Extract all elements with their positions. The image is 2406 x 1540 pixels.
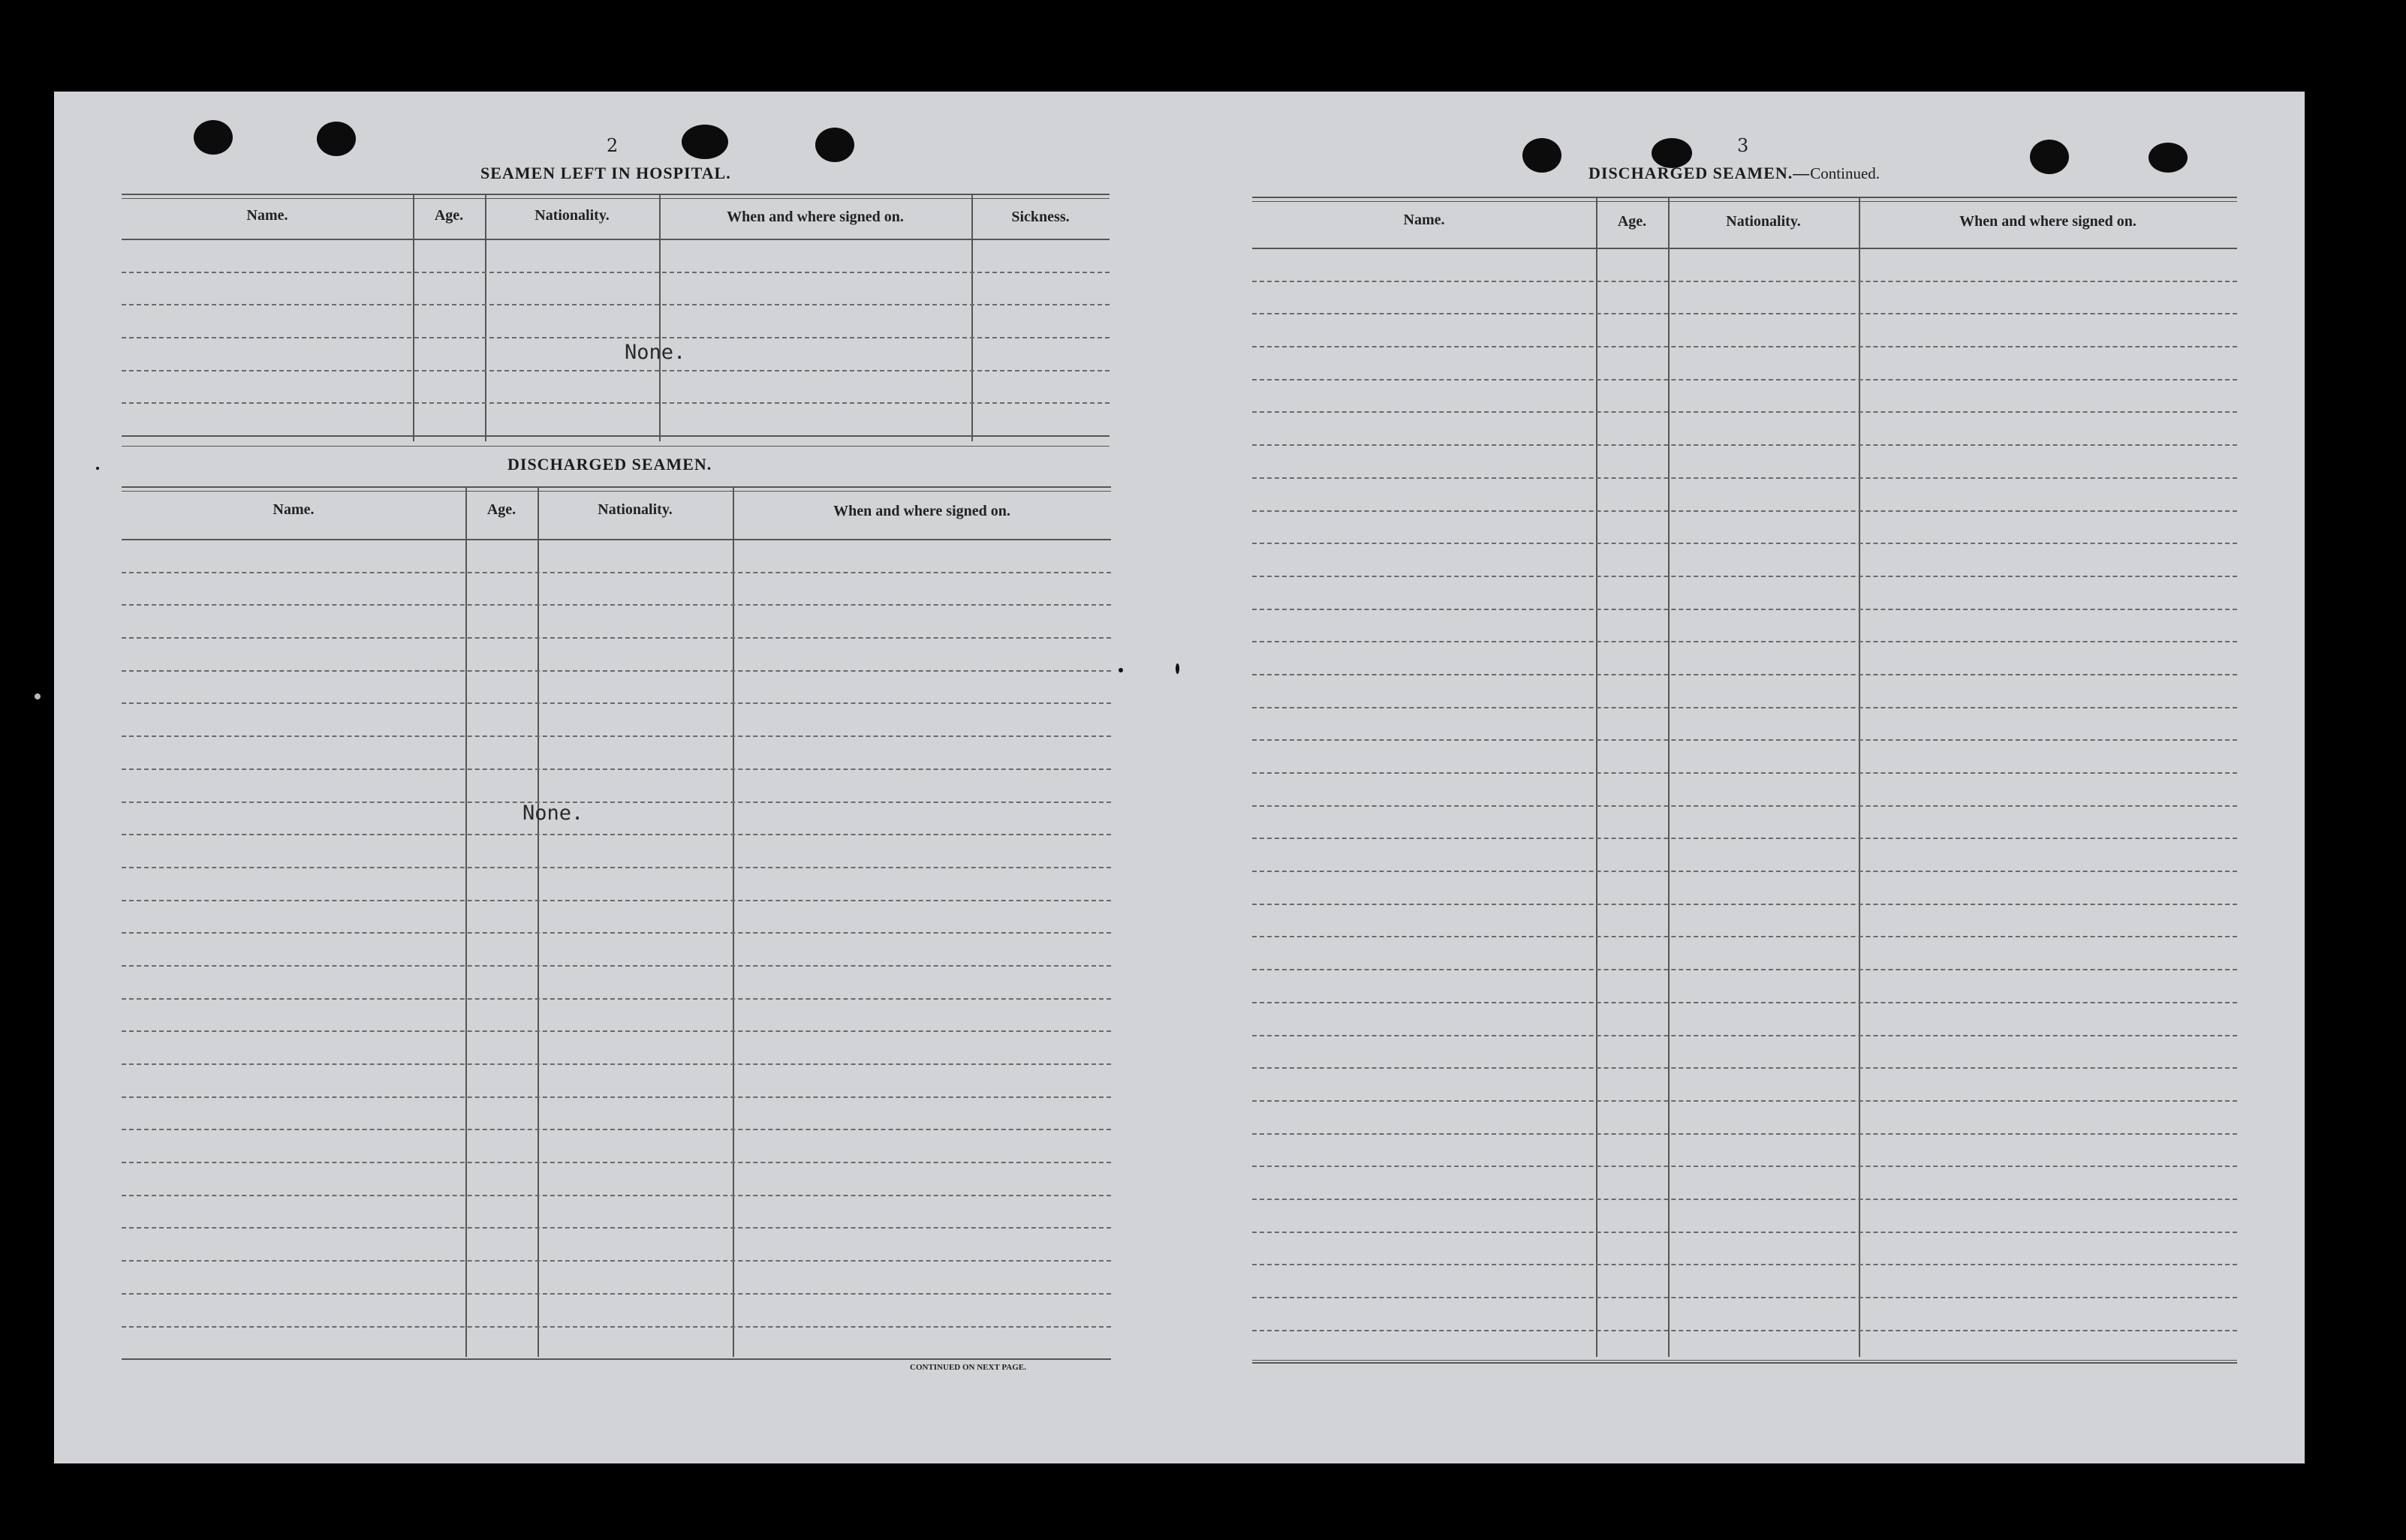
table-row: [122, 901, 1111, 934]
table-row: [1252, 1200, 2237, 1233]
title-continued: Continued.: [1810, 164, 1881, 182]
column-header-name: Name.: [246, 207, 288, 224]
table-row: [1252, 544, 2237, 577]
table-row: [122, 1295, 1111, 1328]
table-row: [1252, 610, 2237, 643]
table-row: [1252, 807, 2237, 840]
table-row: [1252, 479, 2237, 512]
table-row: [1252, 512, 2237, 545]
column-header-age: Age.: [1617, 213, 1647, 230]
ink-speck: [96, 467, 99, 470]
table-row: [1252, 1036, 2237, 1069]
table-row: [1252, 347, 2237, 380]
typed-entry: None.: [522, 802, 584, 825]
column-header-name: Name.: [1403, 212, 1445, 228]
page-number-left: 2: [607, 135, 619, 156]
manifest-sheet: [54, 92, 2305, 1463]
table-row: [1252, 905, 2237, 938]
column-header-age: Age.: [486, 501, 516, 518]
table-row: [122, 1229, 1111, 1262]
table-row: [1252, 937, 2237, 970]
table-row: [1252, 249, 2237, 282]
table-row: [1252, 1233, 2237, 1266]
table-row: [122, 338, 1110, 371]
discharged-table-left: [122, 486, 1111, 1357]
table-row: [1252, 708, 2237, 741]
table-row: [122, 868, 1111, 901]
page-number-right: 3: [1737, 135, 1749, 156]
table-row: [1252, 774, 2237, 807]
table-row: [1252, 1331, 2237, 1364]
table-row: [1252, 741, 2237, 774]
table-row: [122, 1032, 1111, 1065]
table-row: [122, 1130, 1111, 1163]
column-header-signed-on: When and where signed on.: [727, 209, 904, 225]
table-row: [122, 1262, 1111, 1295]
column-header-signed-on: When and where signed on.: [1959, 213, 2136, 230]
table-row: [122, 606, 1111, 639]
column-header-name: Name.: [273, 501, 315, 518]
continued-footer: CONTINUED ON NEXT PAGE.: [910, 1363, 1026, 1372]
table-row: [122, 1328, 1111, 1361]
table-row: [122, 540, 1111, 573]
punch-hole: [317, 122, 356, 156]
table-row: [122, 672, 1111, 705]
table-row: [1252, 1265, 2237, 1298]
table-row: [122, 305, 1110, 338]
table-row: [1252, 970, 2237, 1003]
table-row: [1252, 839, 2237, 872]
table-row: [122, 803, 1111, 836]
ink-speck: [35, 693, 41, 699]
table-row: [1252, 872, 2237, 905]
column-header-nationality: Nationality.: [598, 501, 673, 518]
punch-hole: [815, 128, 854, 162]
table-row: [122, 371, 1110, 405]
column-header-age: Age.: [434, 207, 464, 224]
table-row: [1252, 413, 2237, 446]
table-row: [122, 573, 1111, 606]
table-row: [1252, 1102, 2237, 1135]
title-main: DISCHARGED SEAMEN.—: [1588, 164, 1811, 182]
typed-entry: None.: [625, 341, 686, 364]
table-row: [122, 240, 1110, 273]
column-header-signed-on: When and where signed on.: [833, 503, 1010, 519]
punch-hole: [2149, 143, 2188, 173]
discharged-section-title: DISCHARGED SEAMEN.: [507, 455, 712, 474]
table-row: [1252, 1167, 2237, 1200]
column-header-nationality: Nationality.: [534, 207, 610, 224]
discharged-continued-title: [1588, 164, 1880, 183]
table-row: [1252, 446, 2237, 479]
table-row: [1252, 380, 2237, 414]
table-row: [122, 737, 1111, 770]
table-row: [122, 770, 1111, 803]
hospital-section-title: SEAMEN LEFT IN HOSPITAL.: [480, 164, 731, 182]
table-row: [1252, 642, 2237, 675]
table-row: [122, 1196, 1111, 1229]
table-row: [1252, 282, 2237, 315]
table-row: [1252, 1069, 2237, 1102]
discharged-table-right: [1252, 197, 2237, 1357]
punch-hole: [2030, 140, 2069, 174]
punch-hole: [1522, 138, 1561, 173]
table-row: [1252, 1298, 2237, 1331]
ink-speck: [1176, 663, 1179, 674]
hospital-table: [122, 194, 1110, 449]
table-row: [122, 639, 1111, 672]
table-row: [122, 1163, 1111, 1196]
table-row: [122, 934, 1111, 967]
table-row: [122, 967, 1111, 1000]
punch-hole: [682, 125, 728, 159]
table-row: [1252, 577, 2237, 610]
table-row: [122, 1098, 1111, 1131]
table-row: [122, 273, 1110, 306]
punch-hole: [194, 120, 233, 155]
table-row: [122, 1000, 1111, 1033]
table-row: [122, 1065, 1111, 1098]
table-row: [122, 404, 1110, 437]
column-header-nationality: Nationality.: [1726, 213, 1801, 230]
table-row: [122, 704, 1111, 737]
ink-speck: [1119, 668, 1123, 672]
column-header-sickness: Sickness.: [1011, 209, 1070, 225]
table-row: [1252, 314, 2237, 347]
table-row: [1252, 1003, 2237, 1036]
table-row: [122, 835, 1111, 868]
table-row: [1252, 675, 2237, 708]
table-row: [1252, 1135, 2237, 1168]
